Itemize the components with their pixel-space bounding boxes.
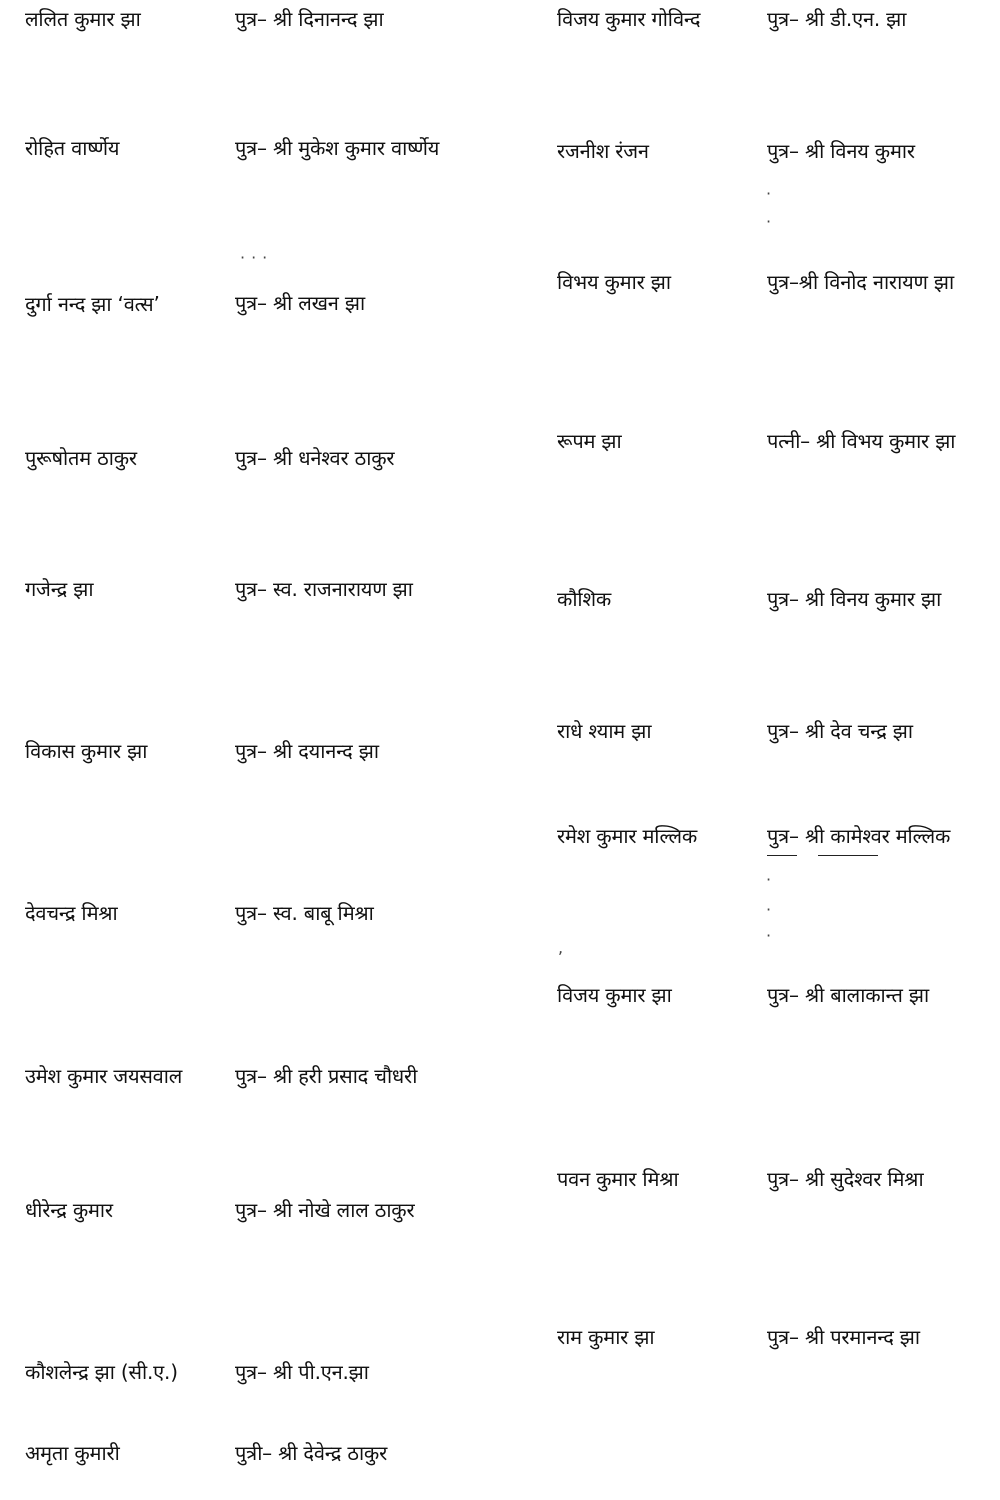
left-name-4: पुरूषोतम ठाकुर [25,446,137,470]
right-name-8: विजय कुमार झा [557,983,672,1007]
left-name-9: धीरेन्द्र कुमार [25,1198,113,1222]
left-relation-2: पुत्र– श्री मुकेश कुमार वार्ष्णेय [235,136,440,160]
left-relation-7: पुत्र– स्व. बाबू मिश्रा [235,901,374,925]
right-relation-2: पुत्र– श्री विनय कुमार [767,139,915,163]
left-relation-5: पुत्र– स्व. राजनारायण झा [235,577,413,601]
scan-dot-mark: · [766,926,772,945]
left-relation-4: पुत्र– श्री धनेश्वर ठाकुर [235,446,395,470]
left-name-11: अमृता कुमारी [25,1441,120,1465]
right-relation-10: पुत्र– श्री परमानन्द झा [767,1325,920,1349]
underline-mark [818,855,878,856]
left-relation-10: पुत्र– श्री पी.एन.झा [235,1360,369,1384]
right-relation-1: पुत्र– श्री डी.एन. झा [767,7,907,31]
scan-dot-mark: · [766,900,772,919]
right-name-1: विजय कुमार गोविन्द [557,7,701,31]
left-relation-11: पुत्री– श्री देवेन्द्र ठाकुर [235,1441,388,1465]
right-relation-4: पत्नी– श्री विभय कुमार झा [767,429,956,453]
scan-dot-mark: · [766,870,772,889]
scan-dot-mark: ··· [240,248,274,267]
left-relation-3: पुत्र– श्री लखन झा [235,291,365,315]
right-name-9: पवन कुमार मिश्रा [557,1167,679,1191]
left-name-1: ललित कुमार झा [25,7,141,31]
right-name-6: राधे श्याम झा [557,719,652,743]
left-name-8: उमेश कुमार जयसवाल [25,1064,183,1088]
left-relation-1: पुत्र– श्री दिनानन्द झा [235,7,384,31]
left-name-5: गजेन्द्र झा [25,577,94,601]
right-name-7: रमेश कुमार मल्लिक [557,824,698,848]
right-name-2: रजनीश रंजन [557,139,649,163]
right-relation-6: पुत्र– श्री देव चन्द्र झा [767,719,913,743]
left-relation-6: पुत्र– श्री दयानन्द झा [235,739,379,763]
scan-dot-mark: · [766,212,772,231]
right-name-3: विभय कुमार झा [557,270,671,294]
right-relation-5: पुत्र– श्री विनय कुमार झा [767,587,942,611]
right-relation-7: पुत्र– श्री कामेश्वर मल्लिक [767,824,951,848]
left-name-3: दुर्गा नन्द झा ‘वत्स’ [25,292,160,316]
right-name-5: कौशिक [557,587,612,611]
right-name-4: रूपम झा [557,429,622,453]
left-name-7: देवचन्द्र मिश्रा [25,901,118,925]
left-relation-9: पुत्र– श्री नोखे लाल ठाकुर [235,1198,415,1222]
left-name-10: कौशलेन्द्र झा (सी.ए.) [25,1360,178,1384]
left-name-2: रोहित वार्ष्णेय [25,136,120,160]
right-relation-3: पुत्र–श्री विनोद नारायण झा [767,270,955,294]
scan-dot-mark: , [558,938,564,957]
right-relation-9: पुत्र– श्री सुदेश्वर मिश्रा [767,1167,924,1191]
left-relation-8: पुत्र– श्री हरी प्रसाद चौधरी [235,1064,418,1088]
right-name-10: राम कुमार झा [557,1325,655,1349]
left-name-6: विकास कुमार झा [25,739,148,763]
scan-dot-mark: · [766,184,772,203]
right-relation-8: पुत्र– श्री बालाकान्त झा [767,983,929,1007]
underline-mark [767,855,797,856]
